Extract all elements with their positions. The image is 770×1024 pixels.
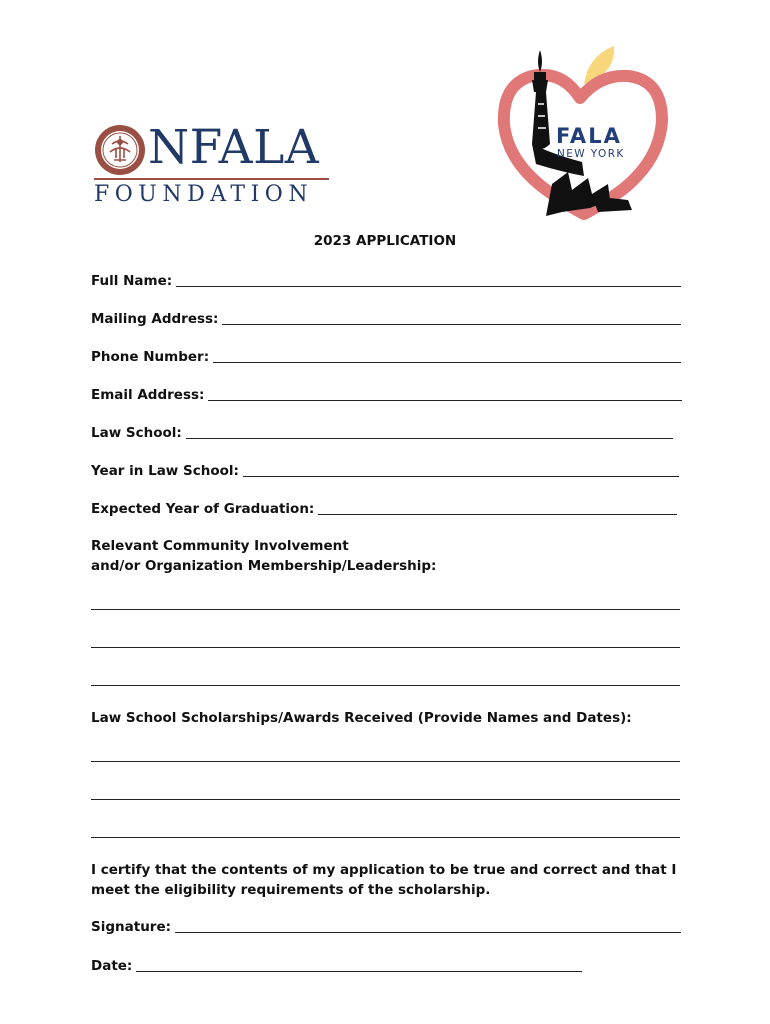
- date-field[interactable]: [91, 955, 582, 975]
- community-answer-line-3[interactable]: [91, 685, 680, 686]
- certification-line-1: I certify that the contents of my application to be true and correct and that I: [91, 862, 677, 878]
- phone-number-field[interactable]: [91, 346, 681, 366]
- law-school-line[interactable]: [186, 437, 673, 439]
- fala-new-york-text: NEW YORK: [557, 148, 625, 160]
- email-address-field[interactable]: [91, 384, 682, 404]
- community-heading-line-2: and/or Organization Membership/Leadership:: [91, 558, 437, 574]
- graduation-year-field[interactable]: [91, 498, 677, 518]
- graduation-year-line[interactable]: [318, 513, 677, 515]
- fala-new-york-logo: [492, 44, 672, 220]
- nfala-seal-icon: [94, 124, 146, 176]
- scholarships-heading: Law School Scholarships/Awards Received (Provide Names and Dates):: [91, 710, 632, 726]
- year-in-law-school-label: Year in Law School:: [91, 463, 239, 479]
- nfala-foundation-logo: [94, 120, 330, 208]
- nfala-foundation-text: FOUNDATION: [94, 182, 314, 207]
- community-answer-line-2[interactable]: [91, 647, 680, 648]
- scholarships-answer-line-2[interactable]: [91, 799, 680, 800]
- nfala-wordmark: NFALA: [148, 120, 320, 175]
- date-label: Date:: [91, 958, 133, 974]
- date-line[interactable]: [136, 970, 582, 972]
- full-name-line[interactable]: [176, 285, 681, 287]
- mailing-address-label: Mailing Address:: [91, 311, 219, 327]
- community-answer-line-1[interactable]: [91, 609, 680, 610]
- page-title: 2023 APPLICATION: [313, 233, 457, 249]
- signature-line[interactable]: [175, 931, 681, 933]
- mailing-address-line[interactable]: [222, 323, 681, 325]
- scholarships-answer-line-3[interactable]: [91, 837, 680, 838]
- law-school-label: Law School:: [91, 425, 182, 441]
- email-address-line[interactable]: [208, 399, 682, 401]
- full-name-label: Full Name:: [91, 273, 173, 289]
- mailing-address-field[interactable]: [91, 308, 681, 328]
- email-address-label: Email Address:: [91, 387, 205, 403]
- fala-wordmark: FALA: [556, 124, 622, 148]
- full-name-field[interactable]: [91, 270, 681, 290]
- graduation-year-label: Expected Year of Graduation:: [91, 501, 315, 517]
- certification-line-2: meet the eligibility requirements of the scholarship.: [91, 882, 491, 898]
- signature-label: Signature:: [91, 919, 172, 935]
- phone-number-line[interactable]: [213, 361, 681, 363]
- nfala-divider: [94, 178, 329, 180]
- community-heading-line-1: Relevant Community Involvement: [91, 538, 349, 554]
- year-in-law-school-field[interactable]: [91, 460, 679, 480]
- phone-number-label: Phone Number:: [91, 349, 210, 365]
- scholarships-answer-line-1[interactable]: [91, 761, 680, 762]
- certification-statement: [91, 860, 676, 900]
- community-involvement-heading: [91, 536, 436, 576]
- signature-field[interactable]: [91, 916, 681, 936]
- year-in-law-school-line[interactable]: [243, 475, 679, 477]
- law-school-field[interactable]: [91, 422, 673, 442]
